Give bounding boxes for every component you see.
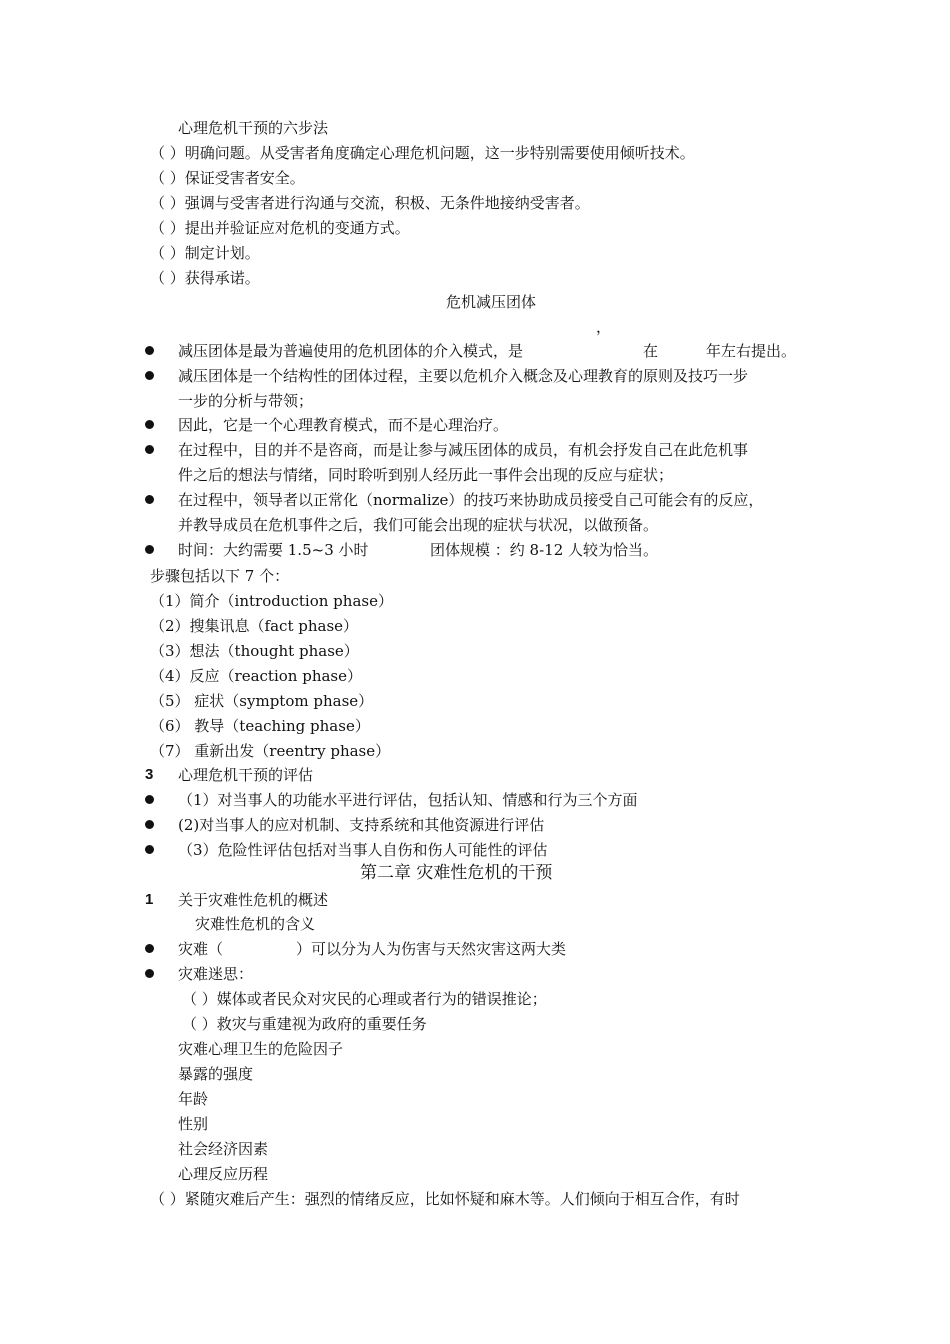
- paragraph-line: （ ）紧随灾难后产生：强烈的情绪反应，比如怀疑和麻木等。人们倾向于相互合作，有时: [150, 1190, 740, 1208]
- section-title-six-steps: 心理危机干预的六步法: [178, 119, 329, 137]
- bullet-icon: [145, 795, 154, 804]
- phase-item: （6） 教导（teaching phase）: [150, 717, 370, 735]
- bullet-text: 时间：大约需要 1.5~3 小时: [178, 541, 369, 559]
- stray-comma: ，: [596, 318, 612, 336]
- risk-factor-item: 性别: [178, 1115, 209, 1133]
- bullet-icon: [145, 545, 154, 554]
- bullet-text-continued: 件之后的想法与情绪，同时聆听到别人经历此一事件会出现的反应与症状；: [178, 466, 674, 484]
- bullet-text: ）可以分为人为伤害与天然灾害这两大类: [296, 940, 567, 958]
- section-number: 3: [145, 766, 154, 783]
- phase-item: （4）反应（reaction phase）: [150, 667, 363, 685]
- bullet-icon: [145, 820, 154, 829]
- section-title-evaluation: 心理危机干预的评估: [178, 766, 314, 784]
- bullet-text: （1）对当事人的功能水平进行评估，包括认知、情感和行为三个方面: [178, 791, 638, 809]
- risk-factor-item: 年龄: [178, 1090, 209, 1108]
- risk-factor-item: 暴露的强度: [178, 1065, 254, 1083]
- risk-factor-item: 心理反应历程: [178, 1165, 269, 1183]
- bullet-text: 团体规模 ：约 8-12 人较为恰当。: [430, 541, 659, 559]
- bullet-icon: [145, 944, 154, 953]
- phase-item: （2）搜集讯息（fact phase）: [150, 617, 359, 635]
- bullet-icon: [145, 371, 154, 380]
- phase-item: （3）想法（thought phase）: [150, 642, 359, 660]
- bullet-text: 灾难迷思：: [178, 965, 254, 983]
- section-title-overview: 关于灾难性危机的概述: [178, 891, 329, 909]
- section-title-debriefing-group: 危机减压团体: [446, 293, 537, 311]
- bullet-text-continued: 一步的分析与带领；: [178, 392, 314, 410]
- step-item: （ ）强调与受害者进行沟通与交流，积极、无条件地接纳受害者。: [150, 194, 590, 212]
- bullet-icon: [145, 845, 154, 854]
- bullet-icon: [145, 420, 154, 429]
- bullet-icon: [145, 495, 154, 504]
- risk-factor-title: 灾难心理卫生的危险因子: [178, 1040, 344, 1058]
- myth-item: （ ）救灾与重建视为政府的重要任务: [182, 1015, 427, 1033]
- step-item: （ ）明确问题。从受害者角度确定心理危机问题，这一步特别需要使用倾听技术。: [150, 144, 695, 162]
- bullet-text: 减压团体是一个结构性的团体过程，主要以危机介入概念及心理教育的原则及技巧一步: [178, 367, 749, 385]
- bullet-text: 在过程中，领导者以正常化（normalize）的技巧来协助成员接受自己可能会有的反应，: [178, 491, 764, 509]
- step-item: （ ）提出并验证应对危机的变通方式。: [150, 219, 410, 237]
- bullet-text: 年左右提出。: [706, 342, 797, 360]
- phase-item: （5） 症状（symptom phase）: [150, 692, 374, 710]
- bullet-text: 在过程中，目的并不是咨商，而是让参与减压团体的成员，有机会抒发自己在此危机事: [178, 441, 749, 459]
- bullet-text: 因此，它是一个心理教育模式，而不是心理治疗。: [178, 416, 509, 434]
- bullet-text: （3）危险性评估包括对当事人自伤和伤人可能性的评估: [178, 841, 548, 859]
- step-item: （ ）制定计划。: [150, 244, 260, 262]
- steps-intro: 步骤包括以下 7 个：: [150, 567, 290, 585]
- section-number: 1: [145, 891, 154, 908]
- myth-item: （ ）媒体或者民众对灾民的心理或者行为的错误推论；: [182, 990, 547, 1008]
- chapter-title: 第二章 灾难性危机的干预: [360, 863, 553, 883]
- step-item: （ ）获得承诺。: [150, 269, 260, 287]
- bullet-icon: [145, 445, 154, 454]
- phase-item: （1）简介（introduction phase）: [150, 592, 393, 610]
- bullet-text: (2)对当事人的应对机制、支持系统和其他资源进行评估: [178, 816, 545, 834]
- bullet-icon: [145, 346, 154, 355]
- phase-item: （7） 重新出发（reentry phase）: [150, 742, 391, 760]
- bullet-icon: [145, 969, 154, 978]
- bullet-text: 在: [643, 342, 659, 360]
- bullet-text: 减压团体是最为普遍使用的危机团体的介入模式，是: [178, 342, 524, 360]
- subsection-title: 灾难性危机的含义: [195, 915, 316, 933]
- bullet-text-continued: 并教导成员在危机事件之后，我们可能会出现的症状与状况，以做预备。: [178, 516, 659, 534]
- step-item: （ ）保证受害者安全。: [150, 169, 305, 187]
- bullet-text: 灾难（: [178, 940, 224, 958]
- risk-factor-item: 社会经济因素: [178, 1140, 269, 1158]
